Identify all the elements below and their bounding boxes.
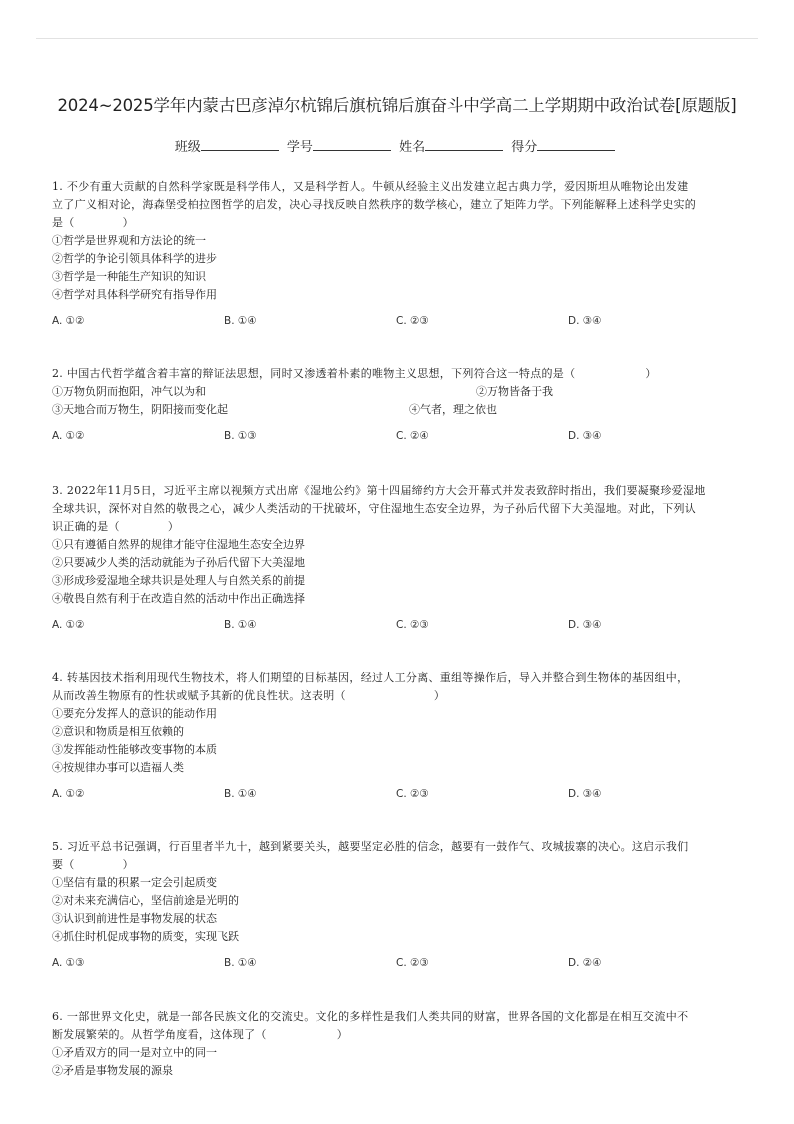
top-rule [36,38,758,39]
class-blank[interactable] [201,138,279,151]
answer-choices [52,954,742,972]
choice-b[interactable]: B. ①④ [224,619,257,631]
name-blank[interactable] [425,138,503,151]
option-item: ③天地合而万物生，阴阳接而变化起 [52,403,228,416]
choice-a[interactable]: A. ①② [52,619,85,631]
question-2 [52,365,742,445]
option-item: ③形成珍爱湿地全球共识是处理人与自然关系的前提 [52,574,305,587]
question-stem: 立了广义相对论，海森堡受柏拉图哲学的启发，决心寻找反映自然秩序的数学核心，建立了矩阵力学。下列能解释上述科学史实的 [52,198,697,211]
choice-b[interactable]: B. ①④ [224,957,257,969]
option-item: ④敬畏自然有利于在改造自然的活动中作出正确选择 [52,592,305,605]
option-item: ②对未来充满信心，坚信前途是光明的 [52,894,239,907]
choice-d[interactable]: D. ③④ [568,619,602,631]
choice-a[interactable]: A. ①② [52,430,85,442]
student-info-line [0,136,794,155]
question-stem: 5. 习近平总书记强调，行百里者半九十，越到紧要关头，越要坚定必胜的信念，越要有一鼓作气、攻城拔寨的决心。这启示我们 [52,840,689,853]
question-stem: ） [645,367,657,380]
page-title: 2024~2025学年内蒙古巴彦淖尔杭锦后旗杭锦后旗奋斗中学高二上学期期中政治试卷[原题版] [57,96,737,115]
question-stem: 4. 转基因技术指利用现代生物技术，将人们期望的目标基因，经过人工分离、重组等操作后，导入并整合到生物体的基因组中， [52,671,689,684]
score-blank[interactable] [537,138,615,151]
option-item: ④哲学对具体科学研究有指导作用 [52,288,217,301]
number-label: 学号 [286,140,313,155]
score-label: 得分 [511,140,538,155]
option-item: ②矛盾是事物发展的源泉 [52,1064,173,1077]
option-item: ①哲学是世界观和方法论的统一 [52,234,206,247]
choice-d[interactable]: D. ③④ [568,788,602,800]
question-stem: 要（ [52,858,75,871]
option-item: ③发挥能动性能够改变事物的本质 [52,743,217,756]
question-stem: ） [433,689,446,702]
choice-d[interactable]: D. ③④ [568,315,602,327]
question-stem: 全球共识，深怀对自然的敬畏之心，减少人类活动的干扰破坏，守住湿地生态安全边界，为子孙后代留下大美湿地。对此，下列认 [52,502,697,515]
choice-a[interactable]: A. ①② [52,315,85,327]
question-stem: 断发展繁荣的。从哲学角度看，这体现了（ [52,1028,267,1041]
choice-c[interactable]: C. ②③ [396,788,429,800]
option-item: ③认识到前进性是事物发展的状态 [52,912,217,925]
option-item: ④按规律办事可以造福人类 [52,761,184,774]
answer-choices [52,616,742,634]
answer-choices [52,427,742,445]
choice-c[interactable]: C. ②④ [396,430,429,442]
question-stem: 1. 不少有重大贡献的自然科学家既是科学伟人，又是科学哲人。牛顿从经验主义出发建立起古典力学，爱因斯坦从唯物论出发建 [52,180,689,193]
option-item: ③哲学是一种能生产知识的知识 [52,270,206,283]
question-3 [52,482,742,634]
choice-c[interactable]: C. ②③ [396,957,429,969]
option-item: ①万物负阴而抱阳，冲气以为和 [52,385,206,398]
option-item: ①只有遵循自然界的规律才能守住湿地生态安全边界 [52,538,305,551]
question-stem: ） [122,858,134,871]
answer-choices [52,312,742,330]
question-stem: ） [336,1028,349,1041]
option-item: ①要充分发挥人的意识的能动作用 [52,707,217,720]
class-label: 班级 [174,140,201,155]
option-item: ②只要减少人类的活动就能为子孙后代留下大美湿地 [52,556,305,569]
question-6 [52,1008,742,1080]
option-item: ②意识和物质是相互依赖的 [52,725,184,738]
choice-c[interactable]: C. ②③ [396,619,429,631]
choice-b[interactable]: B. ①④ [224,315,257,327]
option-item: ①矛盾双方的同一是对立中的同一 [52,1046,217,1059]
choice-c[interactable]: C. ②③ [396,315,429,327]
question-stem: 3. 2022年11月5日，习近平主席以视频方式出席《湿地公约》第十四届缔约方大会开幕式并发表致辞时指出，我们要凝聚珍爱湿地 [52,484,706,497]
option-item: ②万物皆备于我 [476,385,553,398]
choice-d[interactable]: D. ③④ [568,430,602,442]
option-item: ④抓住时机促成事物的质变，实现飞跃 [52,930,239,943]
question-stem: ） [167,520,180,533]
option-item: ④气者，理之依也 [409,403,497,416]
choice-b[interactable]: B. ①④ [224,788,257,800]
choice-a[interactable]: A. ①③ [52,957,85,969]
question-stem: ） [122,216,134,229]
choice-a[interactable]: A. ①② [52,788,85,800]
question-4 [52,669,742,803]
question-stem: 6. 一部世界文化史，就是一部各民族文化的交流史。文化的多样性是我们人类共同的财富，世界各国的文化都是在相互交流中不 [52,1010,689,1023]
question-stem: 识正确的是（ [52,520,120,533]
question-stem: 2. 中国古代哲学蕴含着丰富的辩证法思想，同时又渗透着朴素的唯物主义思想，下列符合这一特点的是（ [52,367,576,380]
question-stem: 从而改善生物原有的性状或赋予其新的优良性状。这表明（ [52,689,346,702]
name-label: 姓名 [399,140,426,155]
option-item: ①坚信有量的积累一定会引起质变 [52,876,217,889]
choice-d[interactable]: D. ②④ [568,957,602,969]
question-stem: 是（ [52,216,75,229]
choice-b[interactable]: B. ①③ [224,430,257,442]
number-blank[interactable] [313,138,391,151]
question-1 [52,178,742,330]
option-item: ②哲学的争论引领具体科学的进步 [52,252,217,265]
question-5 [52,838,742,972]
answer-choices [52,785,742,803]
